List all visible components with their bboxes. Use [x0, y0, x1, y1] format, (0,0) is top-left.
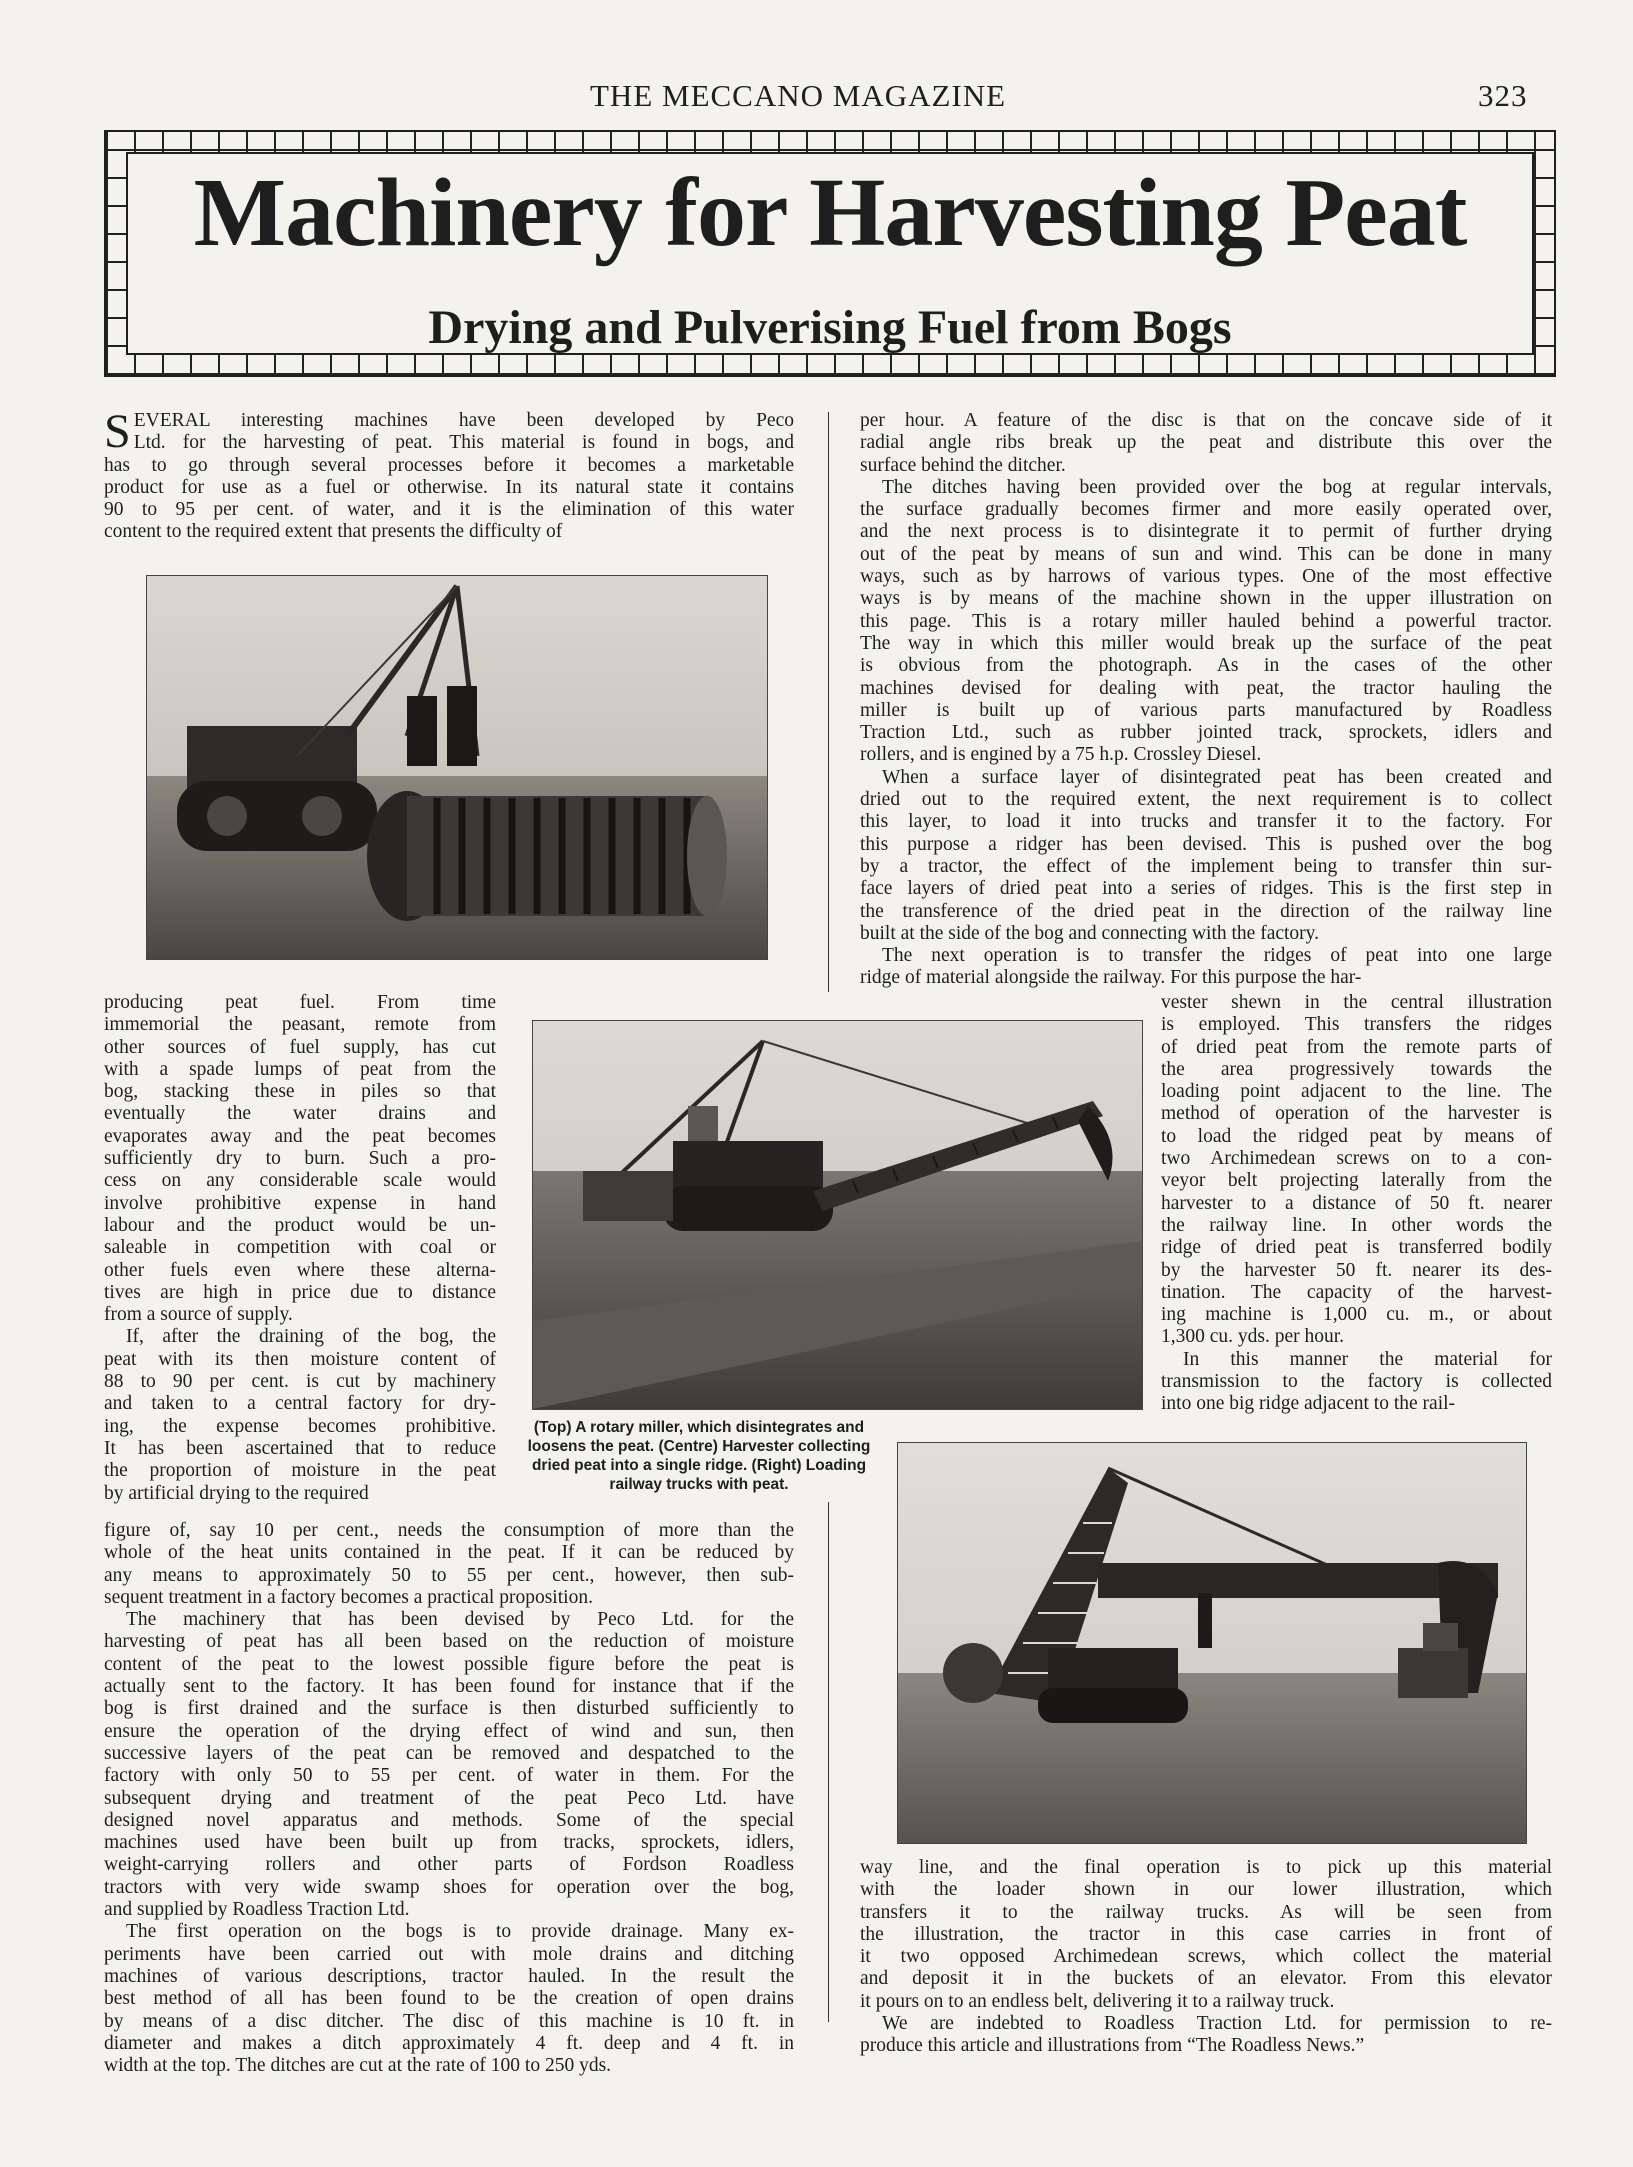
text-line: whole of the heat units contained in the peat. If it can be reduced by	[104, 1542, 794, 1564]
text-line: built at the side of the bog and connecting with the factory.	[860, 922, 1320, 944]
text-line: The machinery that has been devised by Peco Ltd. for the	[126, 1609, 794, 1631]
text-line: EVERAL interesting machines have been developed by Peco	[133, 410, 794, 431]
text-line: other fuels even where these alterna-	[104, 1259, 496, 1281]
text-line: machines devised for dealing with peat, the tractor hauling the	[860, 677, 1552, 699]
text-line: If, after the draining of the bog, the	[126, 1326, 496, 1348]
text-line: of dried peat from the remote parts of	[1161, 1036, 1552, 1058]
text-line: machines of various descriptions, tractor hauled. In the result the	[104, 1965, 794, 1987]
text-line: ing machine is 1,000 cu. m., or about	[1161, 1304, 1552, 1326]
text-line: periments have been carried out with mole drains and ditching	[104, 1943, 794, 1965]
text-line: other sources of fuel supply, has cut	[104, 1036, 496, 1058]
column-rule-top	[828, 412, 829, 992]
text-line: designed novel apparatus and methods. Some of the special	[104, 1809, 794, 1831]
text-line: sufficiently dry to burn. Such a pro-	[104, 1148, 496, 1170]
text-line: the proportion of moisture in the peat	[104, 1460, 496, 1482]
column1-middle-text	[104, 992, 496, 1505]
text-line: product for use as a fuel or otherwise. In its natural state it contains	[104, 476, 794, 498]
text-line: factory with only 50 to 55 per cent. of water in them. For the	[104, 1765, 794, 1787]
text-line: way line, and the final operation is to pick up this material	[860, 1857, 1552, 1878]
text-line: evaporates away and the peat becomes	[104, 1125, 496, 1147]
text-line: We are indebted to Roadless Traction Ltd. for permission to re-	[882, 2013, 1552, 2035]
text-line: content to the required extent that presents the difficulty of	[104, 521, 563, 543]
text-line: ways is by means of the machine shown in the upper illustration on	[860, 588, 1552, 610]
rotary-miller-illustration	[147, 576, 767, 959]
text-line: In this manner the material for	[1183, 1348, 1552, 1370]
text-line: out of the peat by means of sun and wind. This can be done in many	[860, 543, 1552, 565]
text-line: from a source of supply.	[104, 1304, 293, 1326]
text-line: actually sent to the factory. It has been found for instance that if the	[104, 1676, 794, 1698]
text-line: miller is built up of various parts manufactured by Roadless	[860, 699, 1552, 721]
intro-paragraph	[104, 405, 794, 544]
text-line: method of operation of the harvester is	[1161, 1103, 1552, 1125]
text-line: by means of a disc ditcher. The disc of this machine is 10 ft. in	[104, 2010, 794, 2032]
text-line: this purpose a ridger has been devised. This is pushed over the bog	[860, 833, 1552, 855]
text-line: cess on any considerable scale would	[104, 1170, 496, 1192]
text-line: best method of all has been found to be the creation of open drains	[104, 1988, 794, 2010]
text-line: producing peat fuel. From time	[104, 992, 496, 1013]
text-line: harvesting of peat has all been based on the reduction of moisture	[104, 1631, 794, 1653]
text-line: per hour. A feature of the disc is that on the concave side of it	[860, 410, 1552, 431]
text-line: ing, the expense becomes prohibitive.	[104, 1415, 496, 1437]
text-line: involve prohibitive expense in hand	[104, 1192, 496, 1214]
text-line: When a surface layer of disintegrated peat has been created and	[882, 766, 1552, 788]
text-line: width at the top. The ditches are cut at the rate of 100 to 250 yds.	[104, 2055, 612, 2077]
text-line: this layer, to load it into trucks and transfer it to the factory. For	[860, 811, 1552, 833]
text-line: transfers it to the railway trucks. As will be seen from	[860, 1901, 1552, 1923]
text-line: The next operation is to transfer the ridges of peat into one large	[882, 945, 1552, 967]
text-line: The first operation on the bogs is to provide drainage. Many ex-	[126, 1921, 794, 1943]
text-line: rollers, and is engined by a 75 h.p. Crossley Diesel.	[860, 744, 1262, 766]
text-line: the illustration, the tractor in this case carries in front of	[860, 1923, 1552, 1945]
text-line: vester shewn in the central illustration	[1161, 992, 1552, 1013]
text-line: the transference of the dried peat in the direction of the railway line	[860, 900, 1552, 922]
text-line: successive layers of the peat can be removed and despatched to the	[104, 1742, 794, 1764]
text-line: immemorial the peasant, remote from	[104, 1014, 496, 1036]
text-line: veyor belt projecting laterally from the	[1161, 1170, 1552, 1192]
text-line: by a tractor, the effect of the implement being to transfer thin sur-	[860, 855, 1552, 877]
text-line: surface behind the ditcher.	[860, 454, 1066, 476]
text-line: labour and the product would be un-	[104, 1214, 496, 1236]
text-line: The ditches having been provided over the bog at regular intervals,	[882, 476, 1552, 498]
text-line: It has been ascertained that to reduce	[104, 1437, 496, 1459]
text-line: The way in which this miller would break up the surface of the peat	[860, 632, 1552, 654]
text-line: this page. This is a rotary miller hauled behind a powerful tractor.	[860, 610, 1552, 632]
text-line: ridge of material alongside the railway. For this purpose the har-	[860, 967, 1362, 989]
page-number: 323	[1478, 78, 1528, 113]
text-line: content of the peat to the lowest possible figure before the peat is	[104, 1653, 794, 1675]
text-line: two Archimedean screws on to a con-	[1161, 1148, 1552, 1170]
column-rule-bottom	[828, 1502, 829, 2022]
text-line: tination. The capacity of the harvest-	[1161, 1281, 1552, 1303]
text-line: the surface gradually becomes firmer and more easily operated over,	[860, 499, 1552, 521]
text-line: has to go through several processes before it becomes a marketable	[104, 454, 794, 476]
running-head: THE MECCANO MAGAZINE	[590, 78, 1007, 113]
text-line: bog is first drained and the surface is then disturbed sufficiently to	[104, 1698, 794, 1720]
text-line: weight-carrying rollers and other parts of Fordson Roadless	[104, 1854, 794, 1876]
text-line: by artificial drying to the required	[104, 1482, 369, 1504]
text-line: sequent treatment in a factory becomes a practical proposition.	[104, 1586, 593, 1608]
text-line: the railway line. In other words the	[1161, 1214, 1552, 1236]
text-line: loading point adjacent to the line. The	[1161, 1081, 1552, 1103]
text-line: 1,300 cu. yds. per hour.	[1161, 1326, 1345, 1348]
text-line: with a spade lumps of peat from the	[104, 1058, 496, 1080]
loader-illustration	[898, 1443, 1526, 1843]
text-line: face layers of dried peat into a series of ridges. This is the first step in	[860, 878, 1552, 900]
text-line: any means to approximately 50 to 55 per cent., however, then sub-	[104, 1564, 794, 1586]
text-line: figure of, say 10 per cent., needs the consumption of more than the	[104, 1520, 794, 1541]
text-line: and supplied by Roadless Traction Ltd.	[104, 1899, 410, 1921]
text-line: it pours on to an endless belt, delivering it to a railway truck.	[860, 1990, 1335, 2012]
text-line: ensure the operation of the drying effect of wind and sun, then	[104, 1720, 794, 1742]
title-panel	[126, 152, 1534, 355]
text-line: subsequent drying and treatment of the peat Peco Ltd. have	[104, 1787, 794, 1809]
text-line: radial angle ribs break up the peat and distribute this over the	[860, 432, 1552, 454]
text-line: the area progressively towards the	[1161, 1058, 1552, 1080]
rotary-miller-photo	[146, 575, 768, 960]
harvester-illustration	[533, 1021, 1142, 1409]
figure-caption: (Top) A rotary miller, which disintegrates and loosens the peat. (Centre) Harvester collecting dried peat into a single ridge. (Right) Loading railway trucks with peat.	[527, 1419, 871, 1493]
text-line: eventually the water drains and	[104, 1103, 496, 1125]
text-line: diameter and makes a ditch approximately 4 ft. deep and 4 ft. in	[104, 2032, 794, 2054]
title-box	[104, 130, 1556, 377]
text-line: produce this article and illustrations from “The Roadless News.”	[860, 2035, 1365, 2057]
drop-cap: S	[104, 405, 131, 458]
text-line: and the next process is to disintegrate it to permit of further drying	[860, 521, 1552, 543]
text-line: 90 to 95 per cent. of water, and it is the elimination of this water	[104, 499, 794, 521]
text-line: ways, such as by harrows of various types. One of the most effective	[860, 566, 1552, 588]
text-line: peat with its then moisture content of	[104, 1348, 496, 1370]
loader-photo	[897, 1442, 1527, 1844]
text-line: machines used have been built up from tracks, sprockets, idlers,	[104, 1832, 794, 1854]
text-line: into one big ridge adjacent to the rail-	[1161, 1393, 1456, 1415]
text-line: saleable in competition with coal or	[104, 1237, 496, 1259]
text-line: tives are high in price due to distance	[104, 1281, 496, 1303]
text-line: Traction Ltd., such as rubber jointed track, sprockets, idlers and	[860, 722, 1552, 744]
text-line: it two opposed Archimedean screws, which collect the material	[860, 1946, 1552, 1968]
text-line: tractors with very wide swamp shoes for operation over the bog,	[104, 1876, 794, 1898]
article-title: Machinery for Harvesting Peat	[193, 159, 1467, 267]
text-line: with the loader shown in our lower illustration, which	[860, 1879, 1552, 1901]
article-subtitle: Drying and Pulverising Fuel from Bogs	[428, 301, 1232, 354]
text-line: is employed. This transfers the ridges	[1161, 1014, 1552, 1036]
column2-top-text	[860, 410, 1552, 990]
text-line: ridge of dried peat is transferred bodily	[1161, 1237, 1552, 1259]
text-line: harvester to a distance of 50 ft. nearer	[1161, 1192, 1552, 1214]
column2-middle-text	[1161, 992, 1552, 1416]
column2-bottom-text	[860, 1857, 1552, 2058]
column1-bottom-text	[104, 1520, 794, 2077]
text-line: transmission to the factory is collected	[1161, 1371, 1552, 1393]
text-line: Ltd. for the harvesting of peat. This material is found in bogs, and	[133, 432, 794, 454]
text-line: by the harvester 50 ft. nearer its des-	[1161, 1259, 1552, 1281]
text-line: dried out to the required extent, the next requirement is to collect	[860, 789, 1552, 811]
text-line: and deposit it in the buckets of an elevator. From this elevator	[860, 1968, 1552, 1990]
harvester-photo	[532, 1020, 1143, 1410]
text-line: to load the ridged peat by means of	[1161, 1125, 1552, 1147]
text-line: and taken to a central factory for dry-	[104, 1393, 496, 1415]
text-line: 88 to 90 per cent. is cut by machinery	[104, 1371, 496, 1393]
text-line: bog, stacking these in piles so that	[104, 1081, 496, 1103]
text-line: is obvious from the photograph. As in the cases of the other	[860, 655, 1552, 677]
